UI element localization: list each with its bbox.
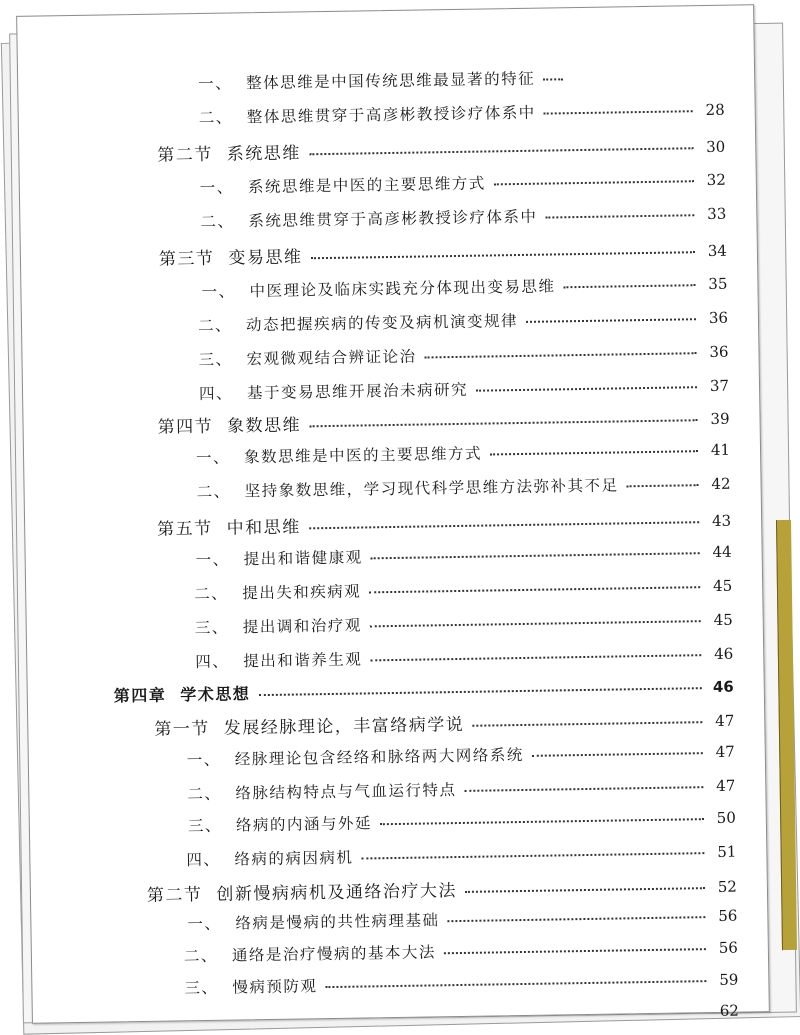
toc-title: 变易思维 xyxy=(228,242,302,268)
toc-title: 系统思维 xyxy=(227,138,301,164)
dot-leader xyxy=(544,110,693,114)
page-number: 59 xyxy=(716,971,738,989)
dot-leader xyxy=(309,147,693,155)
toc-title: 提出和谐养生观 xyxy=(243,648,362,672)
toc-title: 坚持象数思维，学习现代科学思维方法弥补其不足 xyxy=(244,473,618,501)
toc-title: 发展经脉理论，丰富络病学说 xyxy=(224,710,465,739)
dot-leader xyxy=(563,284,695,288)
toc-number: 二、 xyxy=(194,582,228,605)
page-number: 32 xyxy=(704,171,726,189)
toc-number: 三、 xyxy=(184,976,218,999)
dot-leader xyxy=(258,687,701,696)
dot-leader xyxy=(532,752,703,757)
toc-number: 二、 xyxy=(184,944,218,967)
toc-number: 一、 xyxy=(200,175,234,198)
dot-leader xyxy=(309,419,697,427)
toc-chapter xyxy=(114,674,734,707)
toc-item xyxy=(195,642,733,672)
page-number: 45 xyxy=(710,577,732,595)
page-number: 36 xyxy=(706,309,728,327)
toc-number: 四、 xyxy=(199,381,233,404)
toc-number: 三、 xyxy=(198,348,232,371)
toc-number: 二、 xyxy=(200,209,234,232)
toc-title: 络病的病因病机 xyxy=(234,846,353,870)
toc-number: 第一节 xyxy=(154,714,210,740)
page-number: 51 xyxy=(714,843,736,861)
page-number: 46 xyxy=(712,678,734,696)
toc-title: 宏观微观结合辨证论治 xyxy=(246,345,416,370)
dot-leader xyxy=(444,948,706,954)
toc-number: 第二节 xyxy=(147,880,203,906)
toc-number: 一、 xyxy=(187,748,221,771)
dot-leader xyxy=(361,852,704,859)
dot-leader xyxy=(310,251,694,259)
toc-item xyxy=(187,904,737,935)
toc-title: 提出失和疾病观 xyxy=(242,580,361,604)
toc-title: 通络是治疗慢病的基本大法 xyxy=(232,940,436,965)
toc-number: 四、 xyxy=(186,848,220,871)
toc-item xyxy=(187,774,735,805)
dot-leader xyxy=(543,78,563,80)
toc-item xyxy=(200,202,726,232)
dot-leader xyxy=(370,620,701,627)
toc-number: 第二节 xyxy=(157,140,213,166)
dot-leader xyxy=(545,214,694,218)
toc-item xyxy=(673,1002,739,1021)
toc-title: 象数思维 xyxy=(227,410,301,436)
page-number: 28 xyxy=(703,101,725,119)
toc-section xyxy=(154,706,734,740)
toc-title: 动态把握疾病的传变及病机演变规律 xyxy=(246,309,518,335)
toc-number: 第五节 xyxy=(157,514,213,540)
toc-number: 第四节 xyxy=(157,412,213,438)
page-number: 33 xyxy=(704,205,726,223)
page-number: 43 xyxy=(709,512,731,530)
toc-number: 一、 xyxy=(201,279,235,302)
toc-title: 经脉理论包含经络和脉络两大网络系统 xyxy=(235,743,524,770)
toc-section xyxy=(157,132,725,166)
dot-leader xyxy=(490,450,698,455)
page-number: 41 xyxy=(708,441,730,459)
dot-leader xyxy=(476,386,697,391)
dot-leader xyxy=(464,786,703,792)
toc-page xyxy=(16,4,770,1023)
toc-title: 系统思维贯穿于高彦彬教授诊疗体系中 xyxy=(248,205,537,232)
page-number: 42 xyxy=(708,475,730,493)
page-number: 39 xyxy=(707,410,729,428)
toc-section xyxy=(157,506,731,540)
toc-section xyxy=(147,872,737,906)
toc-title: 中医理论及临床实践充分体现出变易思维 xyxy=(249,274,555,301)
toc-number: 二、 xyxy=(187,782,221,805)
toc-item xyxy=(187,740,735,771)
dot-leader xyxy=(425,352,697,358)
toc-title: 学术思想 xyxy=(180,681,250,705)
page-number: 50 xyxy=(714,809,736,827)
toc-title: 提出调和治疗观 xyxy=(243,614,362,638)
dot-leader xyxy=(380,818,704,825)
toc-title: 络病的内涵与外延 xyxy=(236,811,372,835)
toc-title: 中和思维 xyxy=(226,512,300,538)
toc-number: 二、 xyxy=(196,480,230,503)
table-of-contents xyxy=(17,5,769,1022)
toc-title: 络脉结构特点与气血运行特点 xyxy=(235,778,456,803)
toc-section xyxy=(157,404,729,438)
page-number: 37 xyxy=(707,377,729,395)
page-number: 56 xyxy=(716,939,738,957)
toc-number: 二、 xyxy=(198,314,232,337)
page-number: 36 xyxy=(706,343,728,361)
toc-item xyxy=(198,66,588,94)
toc-item xyxy=(188,806,736,837)
page-number: 46 xyxy=(711,645,733,663)
toc-number: 一、 xyxy=(187,912,221,935)
dot-leader xyxy=(526,318,696,323)
toc-item xyxy=(196,438,730,468)
dot-leader xyxy=(472,721,702,727)
toc-number: 四、 xyxy=(195,650,229,673)
toc-item xyxy=(194,574,732,604)
toc-item xyxy=(184,936,738,967)
page-number: 44 xyxy=(709,543,731,561)
page-number: 35 xyxy=(705,275,727,293)
page-number: 52 xyxy=(715,878,737,896)
toc-item xyxy=(184,968,738,999)
toc-item xyxy=(198,340,728,370)
toc-title: 创新慢病病机及通络治疗大法 xyxy=(216,876,457,905)
toc-number: 二、 xyxy=(199,105,233,128)
toc-number: 一、 xyxy=(196,548,230,571)
page-number: 30 xyxy=(703,138,725,156)
toc-item xyxy=(201,272,727,302)
page-number: 45 xyxy=(711,611,733,629)
toc-title: 络病是慢病的共性病理基础 xyxy=(235,908,439,933)
page-number: 47 xyxy=(713,743,735,761)
dot-leader xyxy=(465,887,705,893)
page-number: 47 xyxy=(713,777,735,795)
toc-title: 象数思维是中医的主要思维方式 xyxy=(244,442,482,468)
toc-number: 一、 xyxy=(198,71,232,94)
toc-title: 整体思维是中国传统思维最显著的特征 xyxy=(246,67,535,94)
toc-title: 基于变易思维开展治未病研究 xyxy=(247,378,468,403)
toc-title: 慢病预防观 xyxy=(232,974,317,997)
toc-item xyxy=(195,608,733,638)
dot-leader xyxy=(371,552,700,559)
page-number: 47 xyxy=(712,712,734,730)
toc-item xyxy=(198,306,728,336)
page-number: 56 xyxy=(715,907,737,925)
toc-item xyxy=(196,540,732,570)
dot-leader xyxy=(627,484,699,487)
toc-item xyxy=(186,840,736,871)
toc-item xyxy=(200,168,726,198)
toc-number: 第三节 xyxy=(159,244,215,270)
page-number: 62 xyxy=(717,1002,739,1020)
page-number: 34 xyxy=(705,242,727,260)
toc-title: 提出和谐健康观 xyxy=(244,545,363,569)
dot-leader xyxy=(494,180,694,185)
dot-leader xyxy=(325,980,706,988)
toc-number: 三、 xyxy=(188,814,222,837)
dot-leader xyxy=(447,916,705,922)
toc-title: 整体思维贯穿于高彦彬教授诊疗体系中 xyxy=(247,101,536,128)
dot-leader xyxy=(309,521,699,529)
toc-item xyxy=(199,98,725,128)
toc-title: 系统思维是中医的主要思维方式 xyxy=(248,172,486,198)
toc-number: 第四章 xyxy=(114,683,167,707)
toc-item xyxy=(199,374,729,404)
toc-item xyxy=(196,472,730,502)
toc-number: 三、 xyxy=(195,616,229,639)
toc-section xyxy=(159,236,727,270)
dot-leader xyxy=(369,586,700,593)
dot-leader xyxy=(370,654,701,661)
toc-number: 一、 xyxy=(196,446,230,469)
